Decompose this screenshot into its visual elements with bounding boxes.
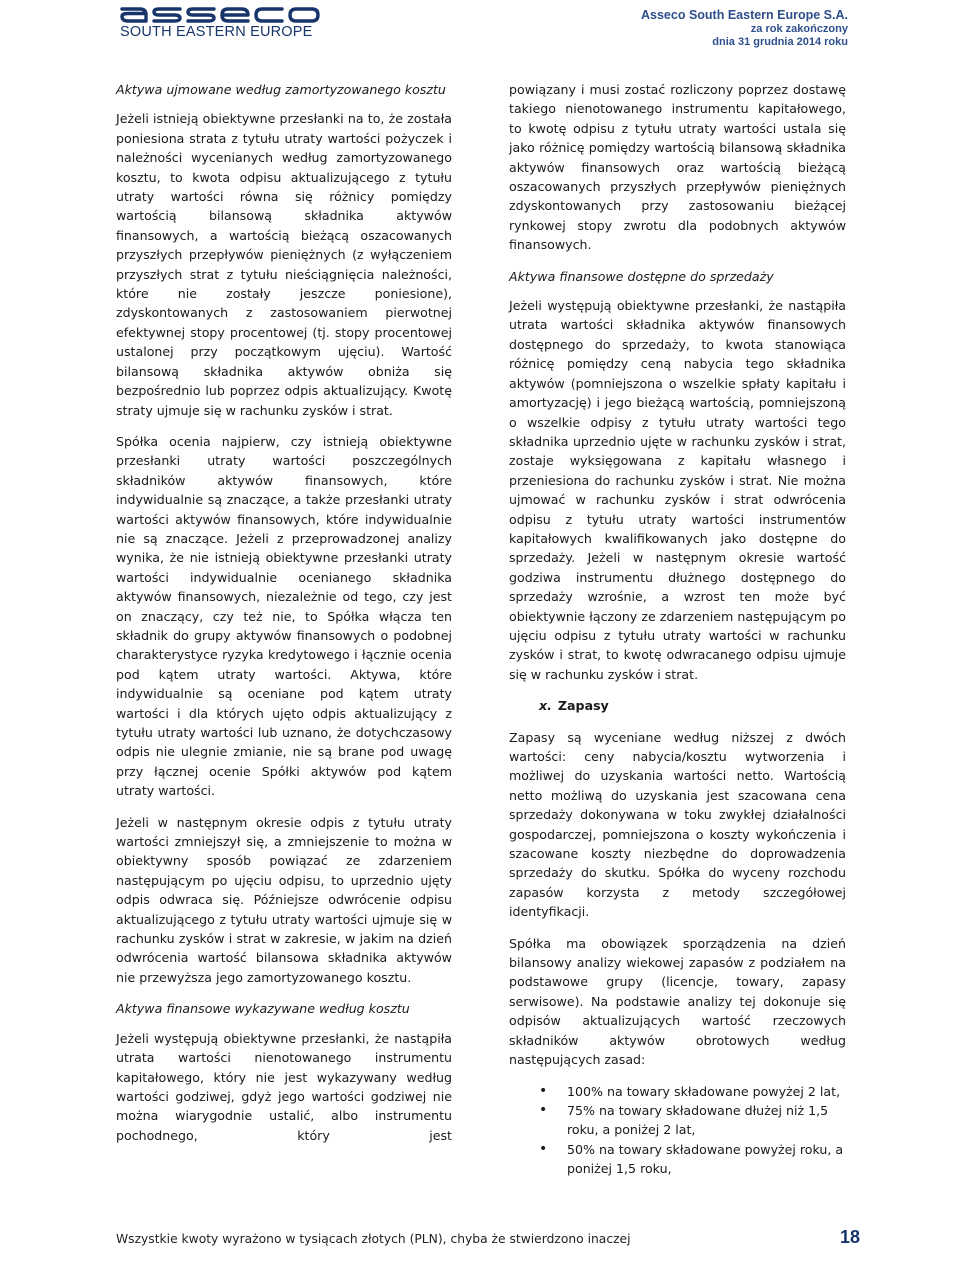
page-footer [116, 1227, 860, 1250]
period-line-1: za rok zakończony [750, 23, 848, 35]
paragraph: Jeżeli istnieją obiektywne przesłanki na to, że została poniesiona strata z tytułu utraty wartości pożyczek i należności wycenianych według zamortyzowanego kosztu, to kwota odpisu aktualizującego z tytułu utraty wartości równa się różnicy pomiędzy wartością bilansową składnika aktywów finansowych, a wartością bieżącą oszacowanych przyszłych przepływów pieniężnych (z wyłączeniem przyszłych strat z tytułu nieściągnięcia należności, które nie zostały jeszcze poniesione), zdyskontowanych z zastosowaniem pierwotnej efektywnej stopy procentowej (tj. stopy procentowej ustalonej przy początkowym ujęciu). Wartość bilansową składnika aktywów obniża się bezpośrednio lub poprzez odpis aktualizujący. Kwotę straty ujmuje się w rachunku zysków i strat. [116, 111, 452, 418]
list-item: • 100% na towary składowane powyżej 2 lat, [509, 1082, 846, 1101]
asseco-wordmark-icon [118, 4, 324, 24]
heading-available-for-sale: Aktywa finansowe dostępne do sprzedaży [509, 268, 774, 284]
paragraph: Spółka ma obowiązek sporządzenia na dzień bilansowy analizy wiekowej zapasów z podziałem na podstawowe grupy (licencje, towary, zapasy serwisowe). Na podstawie analizy tej dokonuje się odpisów aktualizujących wartość rzeczowych składników aktywów obrotowych według następujących zasad: [509, 935, 846, 1068]
logo-subtitle: SOUTH EASTERN EUROPE [120, 24, 313, 40]
bullet-list [509, 1082, 846, 1179]
list-item: • 50% na towary składowane powyżej roku, a poniżej 1,5 roku, [509, 1140, 846, 1179]
left-column [116, 80, 452, 1157]
period-line-2: dnia 31 grudnia 2014 roku [712, 36, 848, 48]
heading-cost-assets: Aktywa finansowe wykazywane według kosztu [116, 1001, 410, 1017]
paragraph: Jeżeli w następnym okresie odpis z tytułu utraty wartości zmniejszył się, a zmniejszenie to można w obiektywny sposób powiązać ze zdarzeniem następującym po ujęciu odpisu, to uprzednio ujęty odpis odwraca się. Późniejsze odwrócenie odpisu aktualizującego z tytułu utraty wartości ujmuje się w rachunku zysków i strat w zakresie, w jakim na dzień odwrócenia wartość bilansowa składnika aktywów nie przewyższa jego zamortyzowanego kosztu. [116, 814, 452, 985]
paragraph: Zapasy są wyceniane według niższej z dwóch wartości: ceny nabycia/kosztu wytworzenia i możliwej do uzyskania wartości netto. Wartością netto możliwą do uzyskania jest szacowana cena sprzedaży dokonywana w toku zwykłej działalności gospodarczej, pomniejszona o koszty wykończenia i szacowane koszty niezbędne do doprowadzenia sprzedaży do skutku. Spółka do wyceny rozchodu zapasów korzysta z metody szczegółowej identyfikacji. [509, 729, 846, 920]
asseco-logo [118, 4, 328, 40]
paragraph: Spółka ocenia najpierw, czy istnieją obiektywne przesłanki utraty wartości poszczególnych składników aktywów finansowych, które indywidualnie są znaczące, a także przesłanki utraty wartości aktywów finansowych, które indywidualnie nie są znaczące. Jeżeli z przeprowadzonej analizy wynika, że nie istnieją obiektywne przesłanki utraty wartości indywidualnie ocenianego składnika aktywów finansowych, niezależnie od tego, czy jest on znaczący, czy też nie, to Spółka włącza ten składnik do grupy aktywów finansowych o podobnej charakterystyce ryzyka kredytowego i łącznie ocenia pod kątem utraty wartości. Aktywa, które indywidualnie są oceniane pod kątem utraty wartości i dla których ujęto odpis aktualizujący z tytułu utraty wartości lub uznano, że dotychczasowy odpis nie ulegnie zmianie, nie są brane pod uwagę przy łącznej ocenie Spółki aktywów pod kątem utraty wartości. [116, 433, 452, 799]
page-number: 18 [839, 1227, 860, 1247]
list-item: • 75% na towary składowane dłużej niż 1,5 roku, a poniżej 2 lat, [509, 1101, 846, 1140]
section-number: x. [539, 698, 552, 714]
section-title: Zapasy [557, 698, 609, 714]
section-heading-inventory [509, 696, 846, 715]
heading-amortized-cost: Aktywa ujmowane według zamortyzowanego kosztu [116, 82, 446, 97]
paragraph: powiązany i musi zostać rozliczony poprzez dostawę takiego nienotowanego instrumentu kapitałowego, to kwotę odpisu z tytułu utraty wartości ustala się jako różnicę pomiędzy wartością bilansową składnika aktywów finansowych oraz wartością bieżącą oszacowanych przyszłych przepływów pieniężnych zdyskontowanych przy zastosowaniu bieżącej rynkowej stopy zwrotu dla podobnych aktywów finansowych. [509, 82, 846, 253]
header-company-info [641, 8, 848, 49]
footer-note: Wszystkie kwoty wyrażono w tysiącach złotych (PLN), chyba że stwierdzono inaczej [116, 1232, 631, 1246]
paragraph: Jeżeli występują obiektywne przesłanki, że nastąpiła utrata wartości nienotowanego instrumentu kapitałowego, który nie jest wykazywany według wartości godziwej, gdyż jego wartości godziwej nie można wiarygodnie ustalić, albo instrumentu pochodnego, który jest [116, 1030, 452, 1143]
company-name: Asseco South Eastern Europe S.A. [641, 8, 848, 22]
paragraph: Jeżeli występują obiektywne przesłanki, że nastąpiła utrata wartości składnika aktywów finansowych dostępnego do sprzedaży, to kwota stanowiąca różnicę pomiędzy ceną nabycia tego składnika aktywów (pomniejszona o wszelkie spłaty kapitału i amortyzację) i jego bieżącą wartością, pomniejszoną o wszelkie odpisy z tytułu utraty wartości tego składnika uprzednio ujęte w rachunku zysków i strat, zostaje wyksięgowana z kapitału własnego i przeniesiona do rachunku zysków i strat. Nie można ujmować w rachunku zysków i strat odwrócenia odpisu z tytułu utraty wartości instrumentów kapitałowych kwalifikowanych jako dostępne do sprzedaży. Jeżeli w następnym okresie wartość godziwa instrumentu dłużnego dostępnego do sprzedaży wzrośnie, a wzrost ten może być obiektywnie łączony ze zdarzeniem następującym po ujęciu odpisu z tytułu utraty wartości w rachunku zysków i strat, to kwotę odwracanego odpisu ujmuje się w rachunku zysków i strat. [509, 298, 846, 682]
page-header [0, 0, 960, 60]
right-column [509, 80, 846, 1179]
